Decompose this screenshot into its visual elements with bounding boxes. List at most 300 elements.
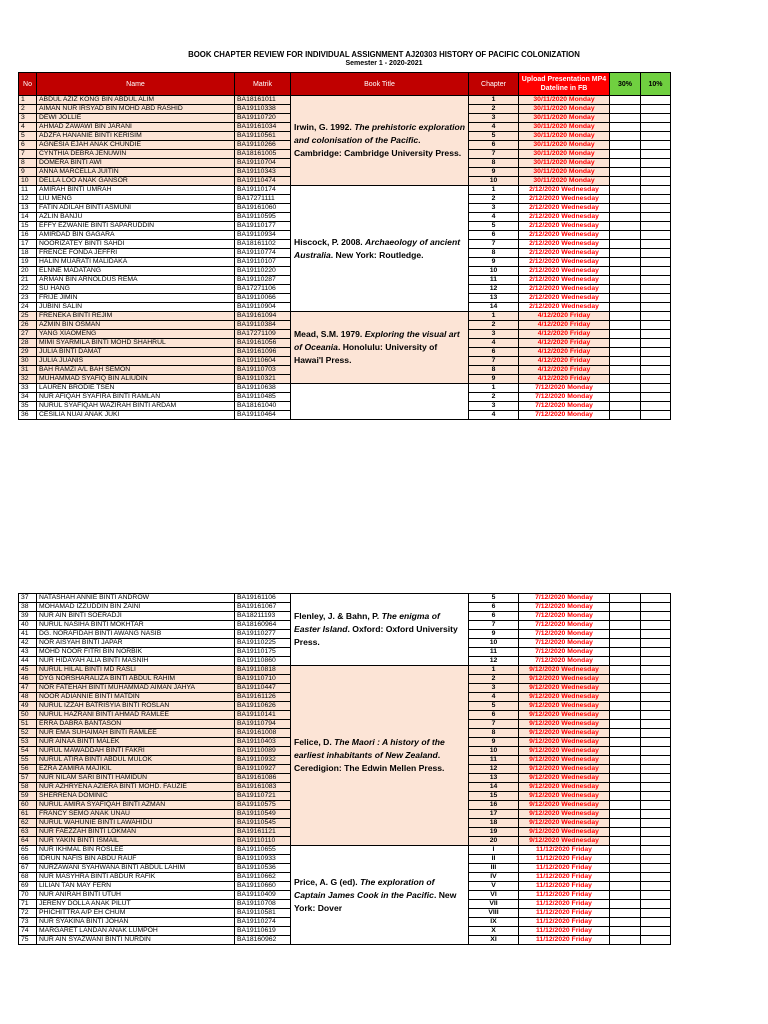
score-10-cell: [641, 96, 671, 105]
score-10-cell: [641, 177, 671, 186]
row-number: 7: [19, 150, 37, 159]
book-title-cell: [291, 384, 469, 420]
row-number: 2: [19, 105, 37, 114]
student-name: NURUL MAWADDAH BINTI FAKRI: [37, 747, 235, 756]
chapter: 1: [469, 666, 519, 675]
chapter: 10: [469, 267, 519, 276]
score-10-cell: [641, 411, 671, 420]
spacer: [671, 594, 719, 603]
chapter: 4: [469, 213, 519, 222]
spacer: [671, 96, 719, 105]
score-30-cell: [610, 132, 641, 141]
score-30-cell: [610, 801, 641, 810]
score-10-cell: [641, 150, 671, 159]
book-title-italic: Archaeology of ancient Australia: [294, 236, 461, 260]
score-10-cell: [641, 204, 671, 213]
upload-deadline: 4/12/2020 Friday: [519, 330, 610, 339]
score-10-cell: [641, 675, 671, 684]
matrik-number: BA19161008: [235, 729, 291, 738]
upload-deadline: 4/12/2020 Friday: [519, 321, 610, 330]
matrik-number: BA19161121: [235, 828, 291, 837]
score-30-cell: [610, 141, 641, 150]
score-30-cell: [610, 330, 641, 339]
row-number: 47: [19, 684, 37, 693]
row-number: 32: [19, 375, 37, 384]
upload-deadline: 7/12/2020 Monday: [519, 393, 610, 402]
row-number: 46: [19, 675, 37, 684]
score-10-cell: [641, 612, 671, 621]
score-10-cell: [641, 729, 671, 738]
upload-deadline: 11/12/2020 Friday: [519, 846, 610, 855]
score-10-cell: [641, 105, 671, 114]
score-30-cell: [610, 96, 641, 105]
score-10-cell: [641, 855, 671, 864]
spacer: [671, 909, 719, 918]
row-number: 48: [19, 693, 37, 702]
matrik-number: BA19161083: [235, 783, 291, 792]
row-number: 62: [19, 819, 37, 828]
chapter: 10: [469, 177, 519, 186]
spacer: [671, 159, 719, 168]
score-10-cell: [641, 312, 671, 321]
score-30-cell: [610, 756, 641, 765]
matrik-number: BA19161034: [235, 123, 291, 132]
spacer: [671, 693, 719, 702]
upload-deadline: 11/12/2020 Friday: [519, 900, 610, 909]
score-30-cell: [610, 123, 641, 132]
book-title-cell: Felice, D. The Maori : A history of the earliest inhabitants of New Zealand. Ceredigion: The Edwin Mellen Press.: [291, 666, 469, 846]
upload-deadline: 9/12/2020 Wednesday: [519, 675, 610, 684]
upload-deadline: 2/12/2020 Wednesday: [519, 222, 610, 231]
student-name: ELNNE MADATANG: [37, 267, 235, 276]
score-30-cell: [610, 402, 641, 411]
chapter: 3: [469, 330, 519, 339]
score-10-cell: [641, 828, 671, 837]
matrik-number: BA19110604: [235, 357, 291, 366]
upload-deadline: 7/12/2020 Monday: [519, 630, 610, 639]
upload-deadline: 9/12/2020 Wednesday: [519, 666, 610, 675]
row-number: 41: [19, 630, 37, 639]
matrik-number: BA19110655: [235, 846, 291, 855]
score-10-cell: [641, 222, 671, 231]
row-number: 52: [19, 729, 37, 738]
score-10-cell: [641, 639, 671, 648]
spacer: [671, 411, 719, 420]
spacer: [671, 882, 719, 891]
book-title-italic: The exploration of Captain James Cook in the Pacific: [294, 876, 435, 900]
upload-deadline: 9/12/2020 Wednesday: [519, 792, 610, 801]
book-title-italic: The prehistoric exploration and colonisation of the Pacific: [294, 122, 465, 145]
spacer: [671, 666, 719, 675]
matrik-number: BA19110626: [235, 702, 291, 711]
spacer: [671, 339, 719, 348]
student-name: FRENCE FONDA JEFFRI: [37, 249, 235, 258]
student-name: NUR IKHMAL BIN ROSLEE: [37, 846, 235, 855]
student-name: FRANCY SEMO ANAK UNAU: [37, 810, 235, 819]
row-number: 16: [19, 231, 37, 240]
upload-deadline: 30/11/2020 Monday: [519, 114, 610, 123]
spacer: [671, 774, 719, 783]
header-name: Name: [37, 73, 235, 96]
student-name: NOR FATEHAH BINTI MUHAMMAD AIMAN JAHYA: [37, 684, 235, 693]
student-name: CYNTHIA DEBRA JENUWIN: [37, 150, 235, 159]
spacer: [671, 321, 719, 330]
student-name: NUR AIN BINTI SOERADJI: [37, 612, 235, 621]
score-10-cell: [641, 141, 671, 150]
score-30-cell: [610, 873, 641, 882]
row-number: 38: [19, 603, 37, 612]
spacer: [671, 729, 719, 738]
score-30-cell: [610, 258, 641, 267]
matrik-number: BA19110710: [235, 675, 291, 684]
chapter: 4: [469, 123, 519, 132]
chapter: 9: [469, 375, 519, 384]
upload-deadline: 2/12/2020 Wednesday: [519, 258, 610, 267]
chapter: 18: [469, 819, 519, 828]
chapter: 10: [469, 639, 519, 648]
spacer: [671, 855, 719, 864]
upload-deadline: 7/12/2020 Monday: [519, 657, 610, 666]
score-30-cell: [610, 675, 641, 684]
score-10-cell: [641, 684, 671, 693]
score-30-cell: [610, 312, 641, 321]
spacer: [671, 330, 719, 339]
matrik-number: BA19110575: [235, 801, 291, 810]
score-10-cell: [641, 168, 671, 177]
spacer: [671, 105, 719, 114]
score-30-cell: [610, 720, 641, 729]
header-upload-deadline: Upload Presentation MP4 Dateline in FB: [519, 73, 610, 96]
row-number: 15: [19, 222, 37, 231]
chapter: 12: [469, 657, 519, 666]
matrik-number: BA19110343: [235, 168, 291, 177]
upload-deadline: 9/12/2020 Wednesday: [519, 729, 610, 738]
matrik-number: BA18160964: [235, 621, 291, 630]
chapter: VIII: [469, 909, 519, 918]
book-title-cell: Mead, S.M. 1979. Exploring the visual art of Oceania. Honolulu: University of Hawai'I Press.: [291, 312, 469, 384]
spacer: [671, 141, 719, 150]
upload-deadline: 2/12/2020 Wednesday: [519, 294, 610, 303]
upload-deadline: 2/12/2020 Wednesday: [519, 186, 610, 195]
spacer: [671, 918, 719, 927]
book-title-cell: Flenley, J. & Bahn, P. The enigma of Easter Island. Oxford: Oxford University Press.: [291, 594, 469, 666]
row-number: 34: [19, 393, 37, 402]
row-number: 21: [19, 276, 37, 285]
score-10-cell: [641, 357, 671, 366]
upload-deadline: 11/12/2020 Friday: [519, 873, 610, 882]
chapter: 9: [469, 258, 519, 267]
score-30-cell: [610, 267, 641, 276]
score-10-cell: [641, 348, 671, 357]
score-10-cell: [641, 132, 671, 141]
spacer: [671, 231, 719, 240]
score-30-cell: [610, 918, 641, 927]
student-name: AGNESIA EJAH ANAK CHUNDIE: [37, 141, 235, 150]
matrik-number: BA19161096: [235, 348, 291, 357]
spacer: [671, 792, 719, 801]
row-number: 63: [19, 828, 37, 837]
spacer: [671, 402, 719, 411]
matrik-number: BA19110662: [235, 873, 291, 882]
spacer: [671, 393, 719, 402]
student-name: MARGARET LANDAN ANAK LUMPOH: [37, 927, 235, 936]
spacer: [671, 765, 719, 774]
student-name: AZLIN BANJU: [37, 213, 235, 222]
matrik-number: BA19110266: [235, 141, 291, 150]
spacer: [671, 73, 719, 96]
chapter: 11: [469, 276, 519, 285]
chapter: 5: [469, 594, 519, 603]
student-name: DELLA LOO ANAK GANSOR: [37, 177, 235, 186]
spacer: [671, 177, 719, 186]
upload-deadline: 7/12/2020 Monday: [519, 402, 610, 411]
row-number: 37: [19, 594, 37, 603]
row-number: 8: [19, 159, 37, 168]
student-name: NUR SYAKINA BINTI JOHAN: [37, 918, 235, 927]
spacer: [671, 222, 719, 231]
student-name: ARMAN BIN ARNOLDUS REMA: [37, 276, 235, 285]
row-number: 1: [19, 96, 37, 105]
matrik-number: BA19110274: [235, 918, 291, 927]
upload-deadline: 7/12/2020 Monday: [519, 384, 610, 393]
matrik-number: BA17271111: [235, 195, 291, 204]
upload-deadline: 11/12/2020 Friday: [519, 936, 610, 945]
score-30-cell: [610, 114, 641, 123]
score-10-cell: [641, 693, 671, 702]
upload-deadline: 30/11/2020 Monday: [519, 177, 610, 186]
matrik-number: BA18160962: [235, 936, 291, 945]
upload-deadline: 9/12/2020 Wednesday: [519, 693, 610, 702]
chapter: 6: [469, 141, 519, 150]
spacer: [671, 204, 719, 213]
upload-deadline: 30/11/2020 Monday: [519, 96, 610, 105]
upload-deadline: 7/12/2020 Monday: [519, 648, 610, 657]
score-30-cell: [610, 411, 641, 420]
score-10-cell: [641, 873, 671, 882]
student-name: NOOR ADIANNIE BINTI MATDIN: [37, 693, 235, 702]
row-number: 18: [19, 249, 37, 258]
matrik-number: BA19110066: [235, 294, 291, 303]
header-30-percent: 30%: [610, 73, 641, 96]
upload-deadline: 9/12/2020 Wednesday: [519, 801, 610, 810]
score-10-cell: [641, 711, 671, 720]
score-10-cell: [641, 909, 671, 918]
header-10-percent: 10%: [641, 73, 671, 96]
score-30-cell: [610, 339, 641, 348]
score-30-cell: [610, 828, 641, 837]
header-no: No: [19, 73, 37, 96]
score-30-cell: [610, 684, 641, 693]
upload-deadline: 2/12/2020 Wednesday: [519, 204, 610, 213]
upload-deadline: 9/12/2020 Wednesday: [519, 765, 610, 774]
row-number: 42: [19, 639, 37, 648]
chapter: 19: [469, 828, 519, 837]
score-10-cell: [641, 231, 671, 240]
score-10-cell: [641, 249, 671, 258]
chapter: 7: [469, 150, 519, 159]
score-10-cell: [641, 213, 671, 222]
score-30-cell: [610, 846, 641, 855]
chapter: 20: [469, 837, 519, 846]
spacer: [671, 213, 719, 222]
score-30-cell: [610, 294, 641, 303]
score-30-cell: [610, 747, 641, 756]
score-30-cell: [610, 231, 641, 240]
student-name: NURUL ATIRA BINTI ABDUL MULOK: [37, 756, 235, 765]
assignment-table-part-1: [18, 72, 719, 420]
matrik-number: BA19110225: [235, 639, 291, 648]
matrik-number: BA19110220: [235, 267, 291, 276]
score-30-cell: [610, 348, 641, 357]
chapter: VII: [469, 900, 519, 909]
score-30-cell: [610, 711, 641, 720]
student-name: NUR YAKIN BINTI ISMAIL: [37, 837, 235, 846]
matrik-number: BA18161005: [235, 150, 291, 159]
row-number: 57: [19, 774, 37, 783]
row-number: 71: [19, 900, 37, 909]
row-number: 35: [19, 402, 37, 411]
upload-deadline: 30/11/2020 Monday: [519, 123, 610, 132]
matrik-number: BA19110141: [235, 711, 291, 720]
row-number: 55: [19, 756, 37, 765]
student-name: NURUL WAHUNIE BINTI LAWAHIDU: [37, 819, 235, 828]
upload-deadline: 7/12/2020 Monday: [519, 411, 610, 420]
student-name: MIMI SYARMILA BINTI MOHD SHAHRUL: [37, 339, 235, 348]
row-number: 69: [19, 882, 37, 891]
table-row: [19, 594, 719, 603]
spacer: [671, 846, 719, 855]
spacer: [671, 294, 719, 303]
matrik-number: BA19110774: [235, 249, 291, 258]
spacer: [671, 276, 719, 285]
chapter: 6: [469, 603, 519, 612]
spacer: [671, 891, 719, 900]
row-number: 54: [19, 747, 37, 756]
score-10-cell: [641, 792, 671, 801]
table-row: [19, 384, 719, 393]
spacer: [671, 621, 719, 630]
spacer: [671, 927, 719, 936]
student-name: NUR AIN SYAZWANI BINTI NURDIN: [37, 936, 235, 945]
row-number: 58: [19, 783, 37, 792]
score-30-cell: [610, 222, 641, 231]
score-10-cell: [641, 258, 671, 267]
upload-deadline: 9/12/2020 Wednesday: [519, 837, 610, 846]
matrik-number: BA19110089: [235, 747, 291, 756]
score-30-cell: [610, 159, 641, 168]
score-10-cell: [641, 630, 671, 639]
matrik-number: BA19110619: [235, 927, 291, 936]
chapter: 5: [469, 702, 519, 711]
matrik-number: BA18161040: [235, 402, 291, 411]
chapter: 2: [469, 105, 519, 114]
chapter: 14: [469, 303, 519, 312]
spacer: [671, 630, 719, 639]
upload-deadline: 2/12/2020 Wednesday: [519, 240, 610, 249]
score-30-cell: [610, 630, 641, 639]
score-10-cell: [641, 882, 671, 891]
score-30-cell: [610, 837, 641, 846]
score-10-cell: [641, 366, 671, 375]
header-matrik: Matrik: [235, 73, 291, 96]
matrik-number: BA19110549: [235, 810, 291, 819]
matrik-number: BA19161126: [235, 693, 291, 702]
chapter: 2: [469, 195, 519, 204]
upload-deadline: 30/11/2020 Monday: [519, 168, 610, 177]
spacer: [671, 357, 719, 366]
upload-deadline: 9/12/2020 Wednesday: [519, 711, 610, 720]
spacer: [671, 312, 719, 321]
chapter: 8: [469, 249, 519, 258]
upload-deadline: 9/12/2020 Wednesday: [519, 738, 610, 747]
score-10-cell: [641, 702, 671, 711]
student-name: NUR EMA SUHAIMAH BINTI RAMLEE: [37, 729, 235, 738]
score-10-cell: [641, 294, 671, 303]
upload-deadline: 9/12/2020 Wednesday: [519, 819, 610, 828]
matrik-number: BA19110403: [235, 738, 291, 747]
score-30-cell: [610, 666, 641, 675]
spacer: [671, 132, 719, 141]
student-name: JULIA BINTI DAMAT: [37, 348, 235, 357]
spacer: [671, 603, 719, 612]
student-name: AZMIN BIN OSMAN: [37, 321, 235, 330]
row-number: 10: [19, 177, 37, 186]
upload-deadline: 9/12/2020 Wednesday: [519, 774, 610, 783]
matrik-number: BA19161086: [235, 774, 291, 783]
book-title-italic: The Maori : A history of the earliest inhabitants of New Zealand: [294, 737, 445, 760]
spacer: [671, 702, 719, 711]
score-30-cell: [610, 384, 641, 393]
upload-deadline: 2/12/2020 Wednesday: [519, 285, 610, 294]
spacer: [671, 195, 719, 204]
spacer: [671, 366, 719, 375]
score-30-cell: [610, 774, 641, 783]
row-number: 5: [19, 132, 37, 141]
upload-deadline: 4/12/2020 Friday: [519, 357, 610, 366]
upload-deadline: 30/11/2020 Monday: [519, 150, 610, 159]
chapter: 14: [469, 783, 519, 792]
matrik-number: BA19110384: [235, 321, 291, 330]
matrik-number: BA19110447: [235, 684, 291, 693]
score-30-cell: [610, 594, 641, 603]
matrik-number: BA19110704: [235, 159, 291, 168]
upload-deadline: 11/12/2020 Friday: [519, 882, 610, 891]
student-name: BAH RAMZI A/L BAH SEMON: [37, 366, 235, 375]
row-number: 75: [19, 936, 37, 945]
row-number: 24: [19, 303, 37, 312]
spacer: [671, 375, 719, 384]
table-row: [19, 846, 719, 855]
student-name: FATIN ADILAH BINTI ASMUNI: [37, 204, 235, 213]
chapter: 3: [469, 402, 519, 411]
score-30-cell: [610, 702, 641, 711]
score-30-cell: [610, 105, 641, 114]
matrik-number: BA19110338: [235, 105, 291, 114]
spacer: [671, 303, 719, 312]
row-number: 22: [19, 285, 37, 294]
chapter: 1: [469, 186, 519, 195]
upload-deadline: 4/12/2020 Friday: [519, 366, 610, 375]
chapter: 3: [469, 684, 519, 693]
chapter: 2: [469, 321, 519, 330]
score-30-cell: [610, 195, 641, 204]
score-10-cell: [641, 330, 671, 339]
matrik-number: BA19110904: [235, 303, 291, 312]
chapter: 7: [469, 621, 519, 630]
matrik-number: BA19110277: [235, 630, 291, 639]
matrik-number: BA19161067: [235, 603, 291, 612]
score-30-cell: [610, 936, 641, 945]
